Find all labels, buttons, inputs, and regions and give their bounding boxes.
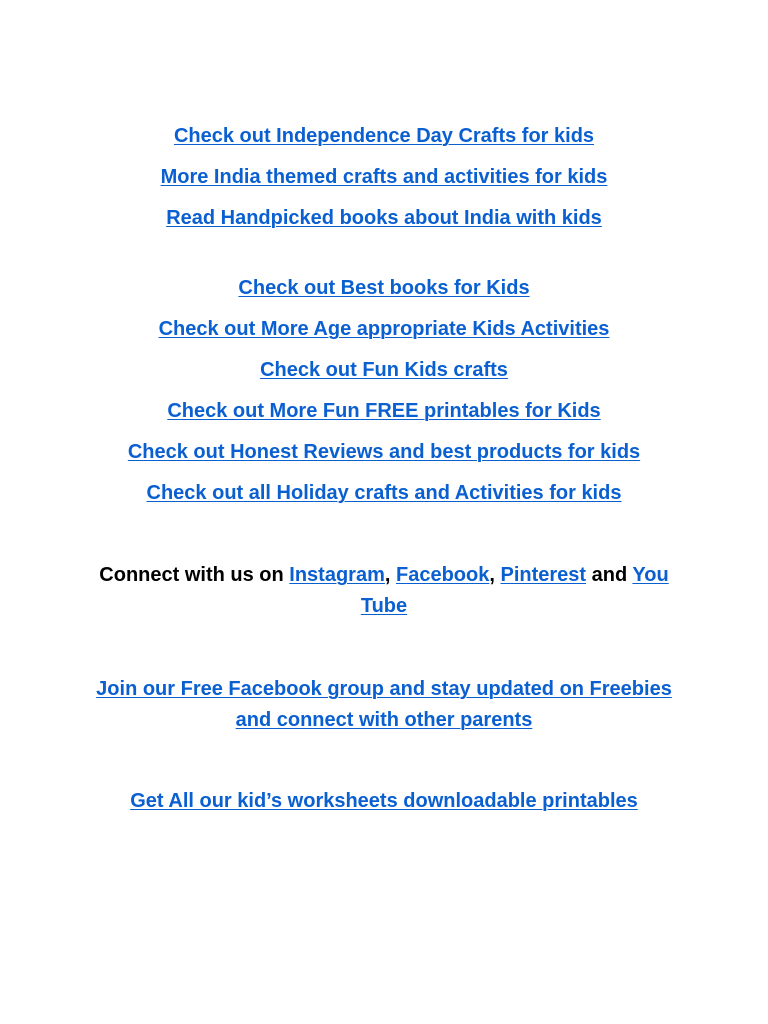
youtube-link-part2[interactable]: Tube [360, 595, 408, 617]
link-row [0, 358, 768, 382]
facebook-group-link[interactable]: Join our Free Facebook group and stay updated on Freebies [96, 678, 672, 700]
link-row [0, 399, 768, 423]
independence-day-crafts-link[interactable]: Check out Independence Day Crafts for kids [173, 125, 595, 147]
link-row [0, 206, 768, 230]
instagram-link[interactable]: Instagram [289, 564, 385, 586]
comma-separator: , [489, 564, 495, 586]
link-row [0, 165, 768, 189]
facebook-group-line-continued [0, 708, 768, 732]
india-themed-crafts-link[interactable]: More India themed crafts and activities for kids [160, 166, 608, 188]
best-books-link[interactable]: Check out Best books for Kids [238, 277, 530, 299]
connect-line-continued [0, 594, 768, 618]
worksheets-line [0, 789, 768, 813]
and-text: and [591, 564, 628, 586]
free-printables-link[interactable]: Check out More Fun FREE printables for Kids [167, 400, 601, 422]
link-row [0, 317, 768, 341]
facebook-group-line [0, 677, 768, 701]
link-row [0, 481, 768, 505]
connect-prefix: Connect with us on [99, 564, 284, 586]
facebook-link[interactable]: Facebook [396, 564, 490, 586]
youtube-link-part1[interactable]: You [632, 564, 669, 586]
worksheets-link[interactable]: Get All our kid’s worksheets downloadable printables [130, 790, 638, 812]
fun-kids-crafts-link[interactable]: Check out Fun Kids crafts [260, 359, 508, 381]
connect-line [0, 563, 768, 587]
comma-separator: , [384, 564, 391, 586]
link-row [0, 276, 768, 300]
age-appropriate-activities-link[interactable]: Check out More Age appropriate Kids Activities [158, 318, 610, 340]
india-books-link[interactable]: Read Handpicked books about India with kids [166, 207, 602, 229]
pinterest-link[interactable]: Pinterest [500, 564, 587, 586]
honest-reviews-link[interactable]: Check out Honest Reviews and best products for kids [127, 441, 641, 463]
link-row [0, 440, 768, 464]
holiday-crafts-link[interactable]: Check out all Holiday crafts and Activities for kids [146, 482, 622, 504]
link-row [0, 124, 768, 148]
facebook-group-link-continued[interactable]: and connect with other parents [235, 709, 533, 731]
